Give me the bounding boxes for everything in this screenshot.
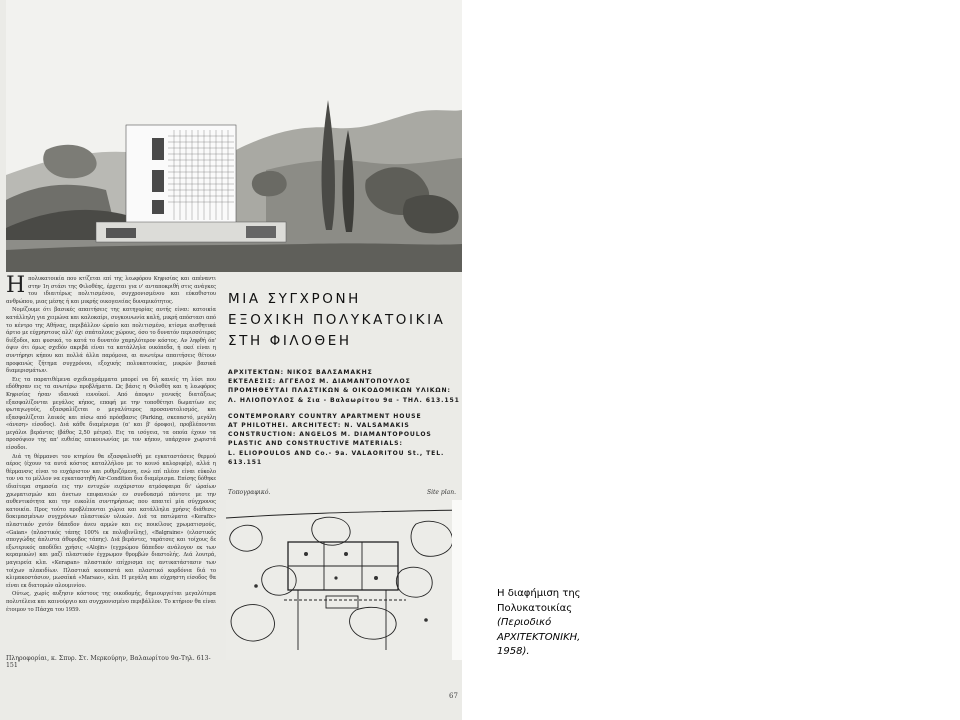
credit-line: L. ELIOPOULOS AND Co.- 9a. VALAORITOU St., TEL. 613.151 bbox=[228, 449, 445, 466]
headline-line: ΣΤΗ ΦΙΛΟΘΕΗ bbox=[228, 333, 352, 349]
credit-line: PLASTIC AND CONSTRUCTIVE MATERIALS: bbox=[228, 440, 403, 448]
credit-line: CONTEMPORARY COUNTRY APARTMENT HOUSE bbox=[228, 412, 422, 420]
credit-line: CONSTRUCTION: ANGELOS M. DIAMANTOPOULOS bbox=[228, 431, 432, 439]
body-paragraph: Διά τη θέρμανσι του κτηρίου θα εξασφαλισθή με εγκαταστάσεις θερμού αέρος (έχουν τα αυτά κόστος καταλλήλου με το κοινό καλοριφέρ), αλλά η θέρμανσις είναι το ευχάριστον και ρυθμιζόμενη, ενώ επί πλέον είναι εύκολο τον να το μέλλον να εγκαταστηθή Air-Condition δια διαμέρισμα. Επίσης δόθηκε ιδιαίτερα σημασία εις την εντυχών ευχάριστον ατμόσφαιρα δι' ώραίων χρωματισμών και άνετων επιφανειών εν συνδυασμό πάντοτε με την αυθεντικότητα και την ευκολία συντηρήσεως που απαιτεί μία σύγχρονος κατοικία. Προς τούτο προβλέπονται χώρια και κατάλληλα χρήσις διάθεσις δοκιμασμένων συγχρόνων πλαστικών υλικών. Διά τα πατώματα «Kerafix» πλαστικόν χυτόν δάπεδον άνευ αρμών και εις ποικίλους χρωματισμούς, «Gaian» (πλαστικός τάπης 100% εκ πολυβινίλης), «Balgraine» (ελαστικός σπογγώδης άπλιστα άθορυβος τάπης). Διά βεράντες, ταράτσες και τοίχους δε εξωτερικός αποδίδει χρήσις «Alojin» (εγχρώμου δάπεδον ανάλογον εκ των κεραμικών) και μαζί πλαστικόν έγχρωμον θρομβών διαστολής. Διά λουτρά, μαγειρεία κλπ. «Kerapan» πλαστικόν επίχρισμα εις αντικατάστασιν των τοίχων πλακιδίων. Πλαστικά κουπαστά και πλαστικό κορδόνια διά το κλιμακοστάσιον, μωσαϊκά «Marsao», κλπ. Η μεγάλη και εύχρηστη είσοδος θα είναι εκ διατομών αλουμινίου. bbox=[6, 453, 216, 589]
caption-site-plan: Site plan. bbox=[426, 489, 456, 496]
body-paragraph: Ούτως, χωρίς αυξησιν κόστους της οικοδομής, δημιουργείται μεγαλύτερα πολυτέλεια και καινούργιο και συγχρονισμένο περιβάλλον. Το κτήριον θα είναι έτοιμον το Πάσχα του 1959. bbox=[6, 591, 216, 613]
side-caption-line: Η διαφήμιση της bbox=[497, 588, 581, 599]
page-number: 67 bbox=[449, 692, 458, 700]
article-headline bbox=[228, 289, 462, 352]
side-caption-source: ΑΡΧΙΤΕΚΤΟΝΙΚΗ, bbox=[497, 631, 581, 643]
dropcap: Η bbox=[6, 273, 26, 298]
side-caption bbox=[497, 587, 627, 660]
credit-line: Λ. ΗΛΙΟΠΟΥΛΟΣ & Σια - Βαλαωρίτου 9α - ΤΗΛ. 613.151 bbox=[228, 396, 460, 404]
caption-topographic: Τοπογραφικό. bbox=[228, 489, 271, 496]
article-body bbox=[6, 273, 216, 614]
rendering-illustration bbox=[6, 0, 462, 272]
footer-credit: Πληροφορίαι, κ. Σπυρ. Στ. Μερκούρην, Βαλαωρίτου 9α-Τηλ. 613-151 bbox=[6, 655, 211, 669]
body-paragraph: Νομίζουμε ότι βασικές απαιτήσεις της κατηγορίας αυτής είναι: κατοικία κατάλληλη για χειμώνα και καλοκαίρι, συγκοινωνία καλή, μικρή απόστασι από το κέντρο της Αθήνας, περιβάλλον ώραίο και πολιτισμένο, κτίσμα αισθητικά άρτιο με εύχρηστους αλλ' όχι σπάταλους χώρους, όσο το δυνατόν περισσότερες διέξοδοι, και φυσικά, το κατά το δυνατόν χαμηλότερον κόστος. Αν ληφθή όπ' όψιν ότι όμως σχεδόν ακριβά είναι τα κατάλληλα οικόπεδα, ή εκεί είναι η συντήρησι κήπου και πολλά άλλα παρόμοια, αι ανωτέρω απαιτήσεις θέτουν προφανώς ζήτημα συγχρόνου, εξοχικής πολυκατοικίας, μικρών βασικά διαμερισμάτων. bbox=[6, 307, 216, 375]
credits-english bbox=[228, 412, 462, 467]
side-caption-source: (Περιοδικό bbox=[497, 617, 552, 628]
credit-line: AT PHILOTHEI. ARCHITECT: N. VALSAMAKIS bbox=[228, 422, 410, 430]
article-body-column bbox=[6, 273, 216, 676]
article-header-column bbox=[226, 276, 462, 467]
side-caption-line: Πολυκατοικίας bbox=[497, 602, 573, 614]
side-caption-source: 1958). bbox=[497, 646, 530, 657]
headline-line: ΜΙΑ ΣΥΓΧΡΟΝΗ bbox=[228, 291, 361, 307]
body-paragraph: Εις τα παρατιθέμενα σχεδιαγράμματα μπορεί να δή κανείς τη λύσι που εδόθησαν εις τα ανωτέρω προβλήματα. Ως βάσις η Φιλοθέη και η λεωφόρος Κηφισίας ήσαν ιδανικά ευνοϊκοί. Από άποψιν γενικής διατάξεως εξασφαλίζονται μεγάλος κήπος, επαφή με την τοποθέτησι δωματίων εις φωταγωγούς, εξασφαλίζεται ο μεγαλύτερος προσανατολισμός, και εξασφαλίζεται λαικός και πίσω από πρόσβασις (Parking, σκεπαστό, μεγάλη «άνεση» είσοδος). Διά κάθε διαμέρισμα (α' και β' όροφοι), προβλέπονται μεγάλοι βεράντες (βάθος 2,50 μέτρα). Εις τα ισόγεια, τα οποία έχουν τα προσόψιον της απ' ευθείας επικοινωνίας με τον κήπον, υπάρχουν χωριστά είσοδοι. bbox=[6, 376, 216, 452]
magazine-page-scan bbox=[0, 0, 462, 720]
credit-line: ΠΡΟΜΗΘΕΥΤΑΙ ΠΛΑΣΤΙΚΩΝ & ΟΙΚΟΔΟΜΙΚΩΝ ΥΛΙΚΩΝ: bbox=[228, 387, 451, 395]
site-plan-illustration bbox=[226, 500, 462, 660]
headline-line: ΕΞΟΧΙΚΗ ΠΟΛΥΚΑΤΟΙΚΙΑ bbox=[228, 312, 446, 328]
body-paragraph: πολυκατοικία που κτίζεται επί της λεωφόρου Κηφισίας και απέναντι στην 1η στάσι της Φιλοθέης, έρχεται για ν' ανταποκριθή στις ανάγκες του ιδιαιτέρως πολιτισμένου, συγχρονισμένου και εύκαθιστου ανθρώπου, μιας μέσης ή και μικρής οικογενείας δυναμικότητος. bbox=[6, 276, 216, 305]
credits-greek bbox=[228, 368, 462, 405]
site-plan-drawing bbox=[226, 500, 462, 660]
credit-line: ΕΚΤΕΛΕΣΙΣ: ΑΓΓΕΛΟΣ Μ. ΔΙΑΜΑΝΤΟΠΟΥΛΟΣ bbox=[228, 378, 411, 386]
building-rendering bbox=[6, 0, 462, 272]
credit-line: ΑΡΧΙΤΕΚΤΩΝ: ΝΙΚΟΣ ΒΑΛΣΑΜΑΚΗΣ bbox=[228, 369, 373, 376]
